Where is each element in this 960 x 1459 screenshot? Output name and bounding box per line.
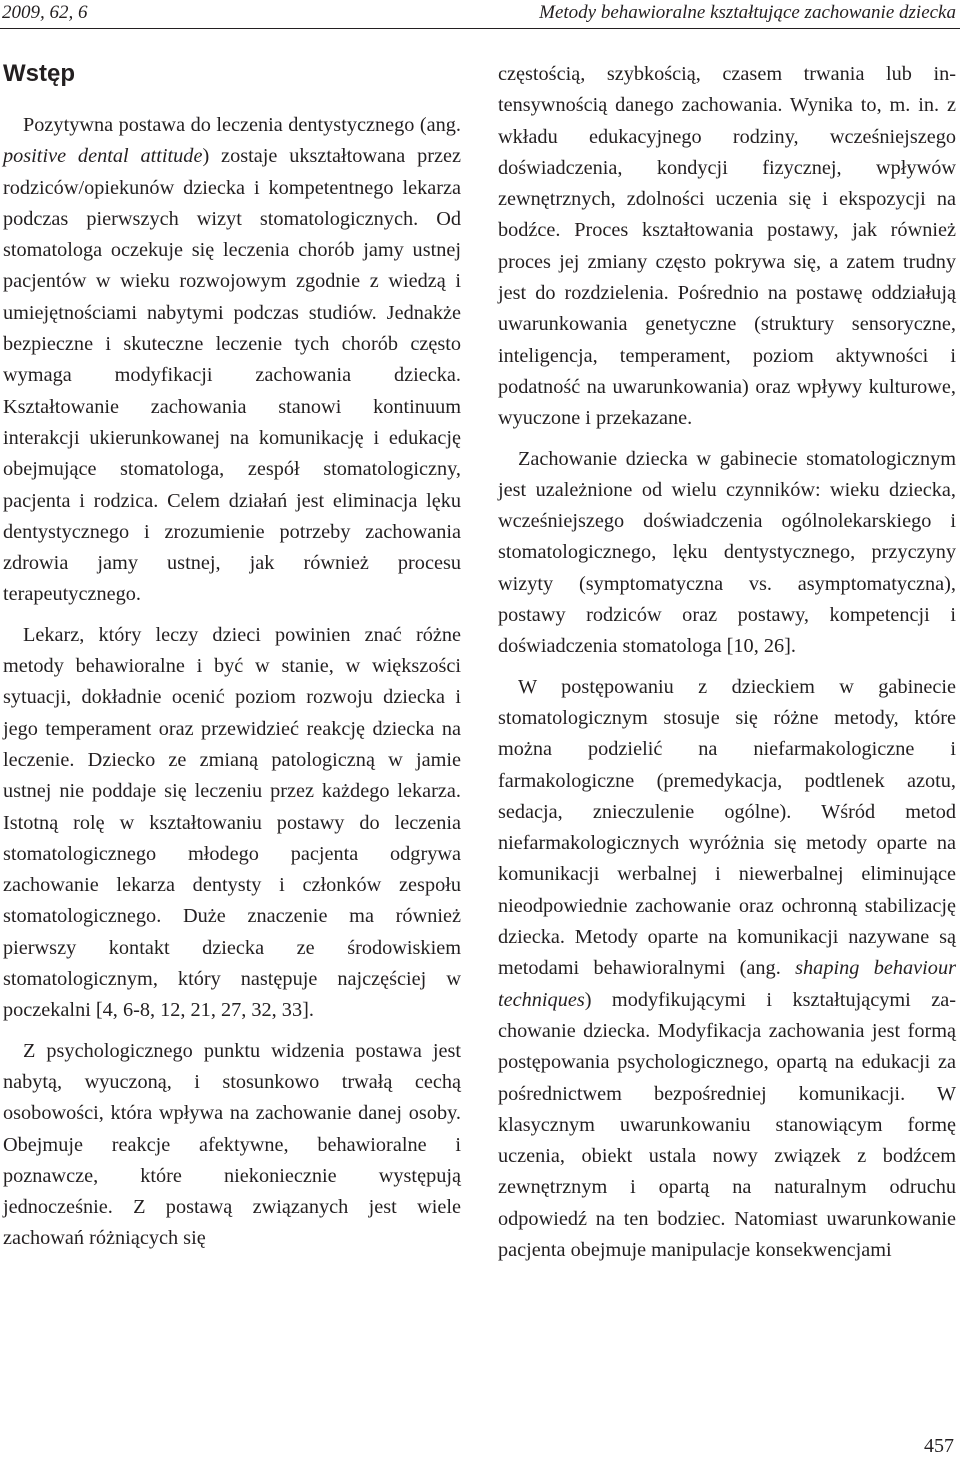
text-segment: ) zostaje ukształtowana przez rodziców/opiekunów dziecka i kompetentnego lekarza podczas pierwszych wizyt stomatologicznych. Od stomatologa oczekuje się leczenia chorób jamy ustnej pacjentów w wieku rozwojowym zgodnie z wiedzą i umiejętnościami nabytymi podczas studiów. Jednakże bezpieczne i skuteczne leczenie tych chorób często wymaga modyfikacji zachowania dziecka. Kształtowanie zachowania stanowi kontinuum interakcji ukierunkowanej na komunikację i edukację obejmujące stomatologa, zespół stomatologiczny, pacjenta i rodzica. Celem działań jest eliminacja lęku dentystycznego i zrozumienie potrzeby zachowania zdrowia jamy ustnej, jak również procesu terapeutycznego. [3, 145, 461, 606]
left-column [3, 56, 461, 1255]
right-paragraph-2: Zachowanie dziecka w gabinecie stomatologicznym jest uzależnione od wielu czynników: wieku dziecka, wcześniejszego doświadczenia ogólnolekarskiego i stomatologicznego, lęku dentystycznego, przyczyny wizyty (symptomatyczna vs. asymptomatyczna), postawy rodziców oraz postawy, kompetencji i doświadczenia stomatologa [10, 26]. [498, 447, 956, 658]
left-paragraph-3: Z psychologicznego punktu widzenia postawa jest nabytą, wyuczoną, i stosunkowo trwałą cechą osobowości, która wpływa na zachowanie danej osoby. Obejmuje reakcje afektywne, behawioralne i poznawcze, które niekoniecznie występują jednocześnie. Z postawą związanych jest wiele zachowań różniących się [3, 1039, 461, 1250]
italic-term: shaping behaviour techniques [498, 957, 956, 1011]
page-number: 457 [924, 1435, 954, 1457]
left-paragraph-1 [3, 110, 461, 611]
left-paragraph-2: Lekarz, który leczy dzieci powinien znać różne metody behawioralne i być w stanie, w większości sytuacji, dokładnie ocenić poziom rozwoju dziecka i jego temperament oraz przewidzieć reakcję dziecka na leczenie. Dziecko ze zmianą patologiczną w jamie ustnej nie poddaje się leczeniu przez każdego lekarza. Istotną rolę w kształtowaniu postawy do leczenia stomatologicznego młodego pacjenta odgrywa zachowanie lekarza dentysty i członków zespołu stomatologicznego. Duże znaczenie ma również pierwszy kontakt dziecka ze środowiskiem stomatologicznym, który następuje najczęściej w poczekalni [4, 6-8, 12, 21, 27, 32, 33]. [3, 623, 461, 1022]
header-rule [0, 28, 960, 29]
section-heading: Wstęp [3, 60, 75, 87]
right-paragraph-1: częstością, szybkością, czasem trwania lub intensywnością danego zachowania. Wynika to, m. in. z wkładu edukacyjnego rodziny, wcześniejszego doświadczenia, kondycji fizycznej, wpływów zewnętrznych, zdolności uczenia się i ekspozycji na bodźce. Proces kształtowania postawy, jak również proces jej zmiany często pokrywa się, a zatem trudny jest do rozdzielenia. Pośrednio na postawę oddziałują uwarunkowania genetyczne (struktury sensoryczne, inteligencja, temperament, poziom aktywności i podatność na uwarunkowania) oraz wpływy kulturowe, wyuczone i przekazane. [498, 63, 956, 430]
right-column [498, 59, 956, 1266]
right-paragraph-3 [498, 672, 956, 1267]
text-segment: W postępowaniu z dzieckiem w gabinecie stomatologicznym stosuje się różne metody, które można podzielić na niefarmakologiczne i farmakologiczne (premedykacja, podtlenek azotu, sedacja, znieczulenie ogólne). Wśród metod niefarmakologicznych wyróżnia się metody oparte na komunikacji werbalnej i niewerbalnej eliminujące nieodpowiednie zachowanie oraz ochronną stabilizację dziecka. Metody oparte na komunikacji nazywane są metodami behawioralnymi (ang. [498, 675, 956, 980]
text-segment: ) modyfikującymi i kształtującymi zachowanie dziecka. Modyfikacja zachowania jest formą postępowania psychologicznego, opartą na edukacji za pośrednictwem bezpośredniej komunikacji. W klasycznym uwarunkowaniu stanowiącym formę uczenia, obiekt ustala nowy związek z bodźcem zewnętrznym i opartą na naturalnym odruchu odpowiedź na ten bodziec. Natomiast uwarunkowanie pacjenta obejmuje manipulacje konsekwencjami [498, 988, 956, 1261]
italic-term: positive dental attitude [3, 145, 203, 168]
running-title: Metody behawioralne kształtujące zachowanie dziecka [539, 2, 956, 23]
text-segment: Pozytywna postawa do leczenia dentystycznego (ang. [23, 114, 461, 136]
journal-reference: 2009, 62, 6 [2, 2, 88, 23]
